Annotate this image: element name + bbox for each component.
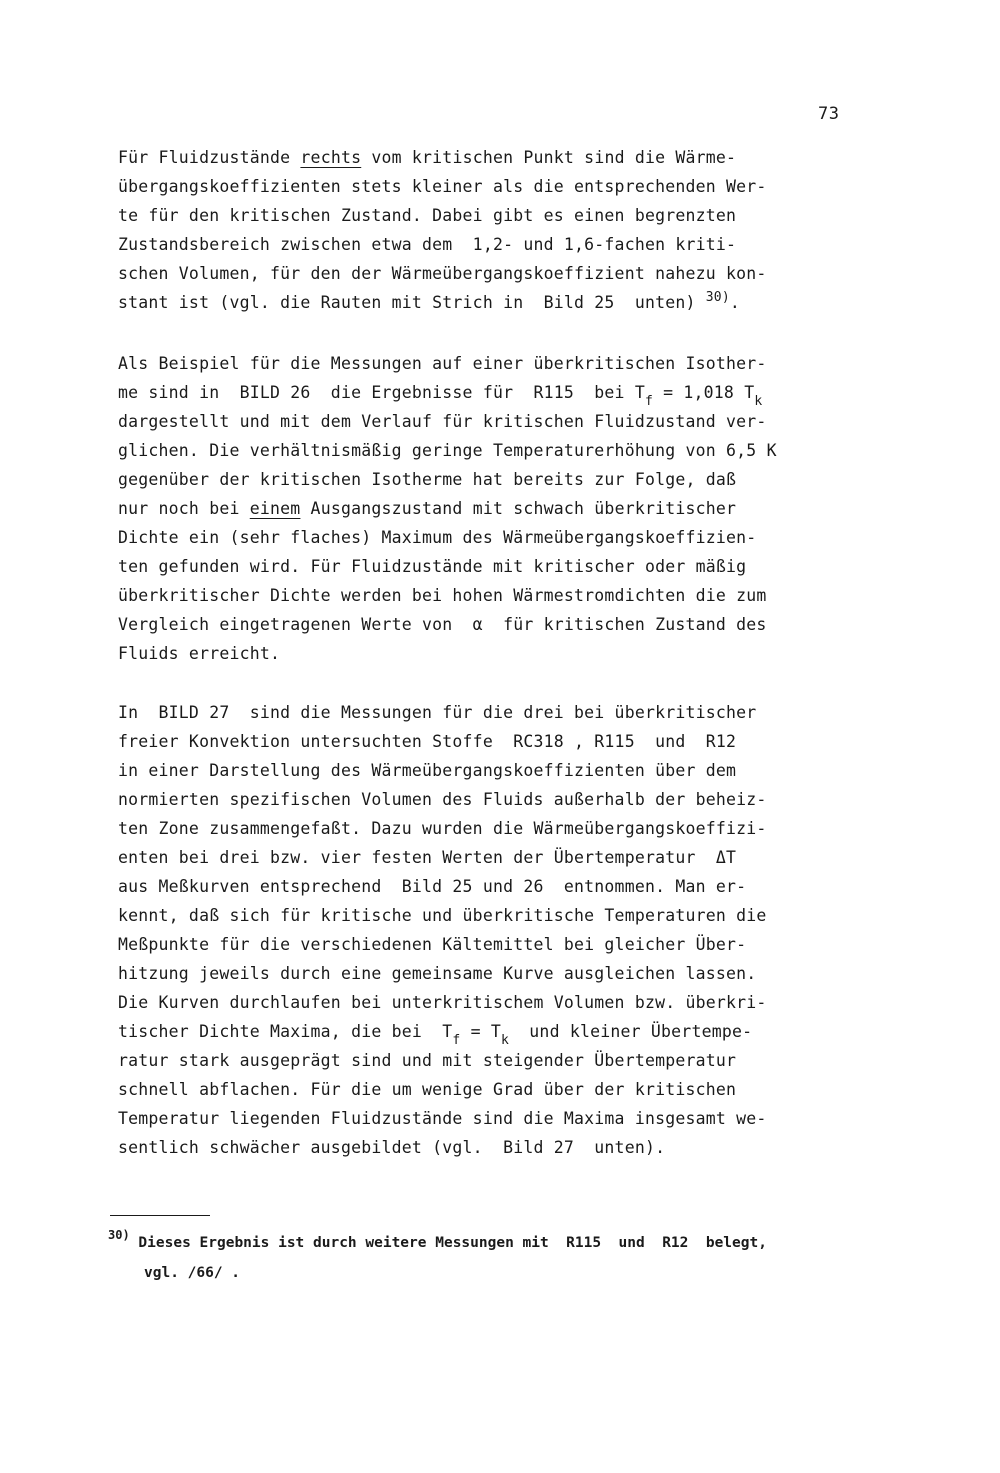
text-line bbox=[118, 988, 858, 1017]
subscript: k bbox=[754, 394, 763, 409]
text-line bbox=[118, 1133, 858, 1162]
footnote-mark: 30) bbox=[108, 1228, 130, 1242]
text-line bbox=[118, 1017, 858, 1046]
text-segment: hitzung jeweils durch eine gemeinsame Kurve ausgleichen lassen. bbox=[118, 964, 757, 983]
text-segment: vom kritischen Punkt sind die Wärme- bbox=[361, 148, 737, 167]
text-segment: überkritischer Dichte werden bei hohen Wärmestromdichten die zum bbox=[118, 586, 767, 605]
text-segment: Als Beispiel für die Messungen auf einer überkritischen Isother- bbox=[118, 354, 767, 373]
text-segment: ratur stark ausgeprägt sind und mit steigender Übertemperatur bbox=[118, 1051, 737, 1070]
footnote-rule bbox=[110, 1215, 210, 1216]
text-segment: Ausgangszustand mit schwach überkritischer bbox=[300, 499, 737, 518]
footnote-line-2 bbox=[108, 1258, 868, 1288]
footnote-reference: 30) bbox=[705, 290, 730, 305]
text-segment: Meßpunkte für die verschiedenen Kältemittel bei gleicher Über- bbox=[118, 935, 747, 954]
text-segment: enten bei drei bzw. vier festen Werten der Übertemperatur ΔT bbox=[118, 848, 737, 867]
underlined-word: rechts bbox=[300, 148, 362, 167]
text-line bbox=[118, 407, 858, 436]
text-segment: Dichte ein (sehr flaches) Maximum des Wärmeübergangskoeffizien- bbox=[118, 528, 757, 547]
text-line bbox=[118, 727, 858, 756]
subscript: k bbox=[501, 1033, 510, 1048]
text-line bbox=[118, 465, 858, 494]
subscript: f bbox=[644, 394, 653, 409]
text-segment: normierten spezifischen Volumen des Fluids außerhalb der beheiz- bbox=[118, 790, 767, 809]
paragraph-2 bbox=[118, 349, 858, 668]
text-segment: sentlich schwächer ausgebildet (vgl. Bild 27 unten). bbox=[118, 1138, 666, 1157]
text-line bbox=[118, 843, 858, 872]
text-line bbox=[118, 959, 858, 988]
text-line bbox=[118, 581, 858, 610]
text-segment: te für den kritischen Zustand. Dabei gibt es einen begrenzten bbox=[118, 206, 737, 225]
text-line bbox=[118, 872, 858, 901]
text-segment: Temperatur liegenden Fluidzustände sind die Maxima insgesamt we- bbox=[118, 1109, 767, 1128]
text-line bbox=[118, 610, 858, 639]
text-segment: tischer Dichte Maxima, die bei T bbox=[118, 1022, 453, 1041]
text-line bbox=[118, 143, 858, 172]
text-line bbox=[118, 698, 858, 727]
text-segment: stant ist (vgl. die Rauten mit Strich in Bild 25 unten) bbox=[118, 293, 706, 312]
text-segment: gegenüber der kritischen Isotherme hat bereits zur Folge, daß bbox=[118, 470, 737, 489]
page-number: 73 bbox=[818, 104, 840, 124]
text-segment: = 1,018 T bbox=[653, 383, 755, 402]
text-line bbox=[118, 172, 858, 201]
subscript: f bbox=[452, 1033, 461, 1048]
text-line bbox=[118, 901, 858, 930]
paragraph-1 bbox=[118, 143, 858, 317]
text-segment: schnell abflachen. Für die um wenige Grad über der kritischen bbox=[118, 1080, 737, 1099]
paragraph-3 bbox=[118, 698, 858, 1162]
footnote-text-1: Dieses Ergebnis ist durch weitere Messungen mit R115 und R12 belegt, bbox=[129, 1235, 767, 1251]
text-line bbox=[118, 259, 858, 288]
text-line bbox=[118, 494, 858, 523]
text-line bbox=[118, 230, 858, 259]
text-segment: übergangskoeffizienten stets kleiner als die entsprechenden Wer- bbox=[118, 177, 767, 196]
text-line bbox=[118, 436, 858, 465]
text-line bbox=[118, 639, 858, 668]
text-segment: ten Zone zusammengefaßt. Dazu wurden die Wärmeübergangskoeffizi- bbox=[118, 819, 767, 838]
text-segment: glichen. Die verhältnismäßig geringe Temperaturerhöhung von 6,5 K bbox=[118, 441, 777, 460]
text-segment: dargestellt und mit dem Verlauf für kritischen Fluidzustand ver- bbox=[118, 412, 767, 431]
text-line bbox=[118, 1104, 858, 1133]
text-segment: nur noch bei bbox=[118, 499, 250, 518]
text-segment: . bbox=[729, 293, 740, 312]
text-segment: In BILD 27 sind die Messungen für die drei bei überkritischer bbox=[118, 703, 757, 722]
text-segment: ten gefunden wird. Für Fluidzustände mit kritischer oder mäßig bbox=[118, 557, 747, 576]
text-line bbox=[118, 1075, 858, 1104]
text-line bbox=[118, 288, 858, 317]
text-segment: = T bbox=[460, 1022, 501, 1041]
text-segment: Fluids erreicht. bbox=[118, 644, 281, 663]
text-line bbox=[118, 552, 858, 581]
text-line bbox=[118, 523, 858, 552]
footnote bbox=[108, 1228, 868, 1288]
text-segment: Vergleich eingetragenen Werte von α für kritischen Zustand des bbox=[118, 615, 767, 634]
text-line bbox=[118, 201, 858, 230]
text-line bbox=[118, 378, 858, 407]
text-segment: schen Volumen, für den der Wärmeübergangskoeffizient nahezu kon- bbox=[118, 264, 767, 283]
footnote-text-2: vgl. /66/ . bbox=[144, 1265, 241, 1281]
text-segment: me sind in BILD 26 die Ergebnisse für R115 bei T bbox=[118, 383, 645, 402]
text-segment: aus Meßkurven entsprechend Bild 25 und 26 entnommen. Man er- bbox=[118, 877, 747, 896]
text-segment: und kleiner Übertempe- bbox=[509, 1022, 753, 1041]
text-segment: in einer Darstellung des Wärmeübergangskoeffizienten über dem bbox=[118, 761, 737, 780]
text-line bbox=[118, 785, 858, 814]
underlined-word: einem bbox=[249, 499, 301, 518]
text-line bbox=[118, 756, 858, 785]
text-segment: Zustandsbereich zwischen etwa dem 1,2- und 1,6-fachen kriti- bbox=[118, 235, 737, 254]
text-line bbox=[118, 349, 858, 378]
text-line bbox=[118, 1046, 858, 1075]
footnote-line-1 bbox=[108, 1228, 868, 1258]
text-segment: Die Kurven durchlaufen bei unterkritischem Volumen bzw. überkri- bbox=[118, 993, 767, 1012]
text-line bbox=[118, 814, 858, 843]
text-line bbox=[118, 930, 858, 959]
text-segment: Für Fluidzustände bbox=[118, 148, 301, 167]
text-segment: kennt, daß sich für kritische und überkritische Temperaturen die bbox=[118, 906, 767, 925]
text-segment: freier Konvektion untersuchten Stoffe RC318 , R115 und R12 bbox=[118, 732, 737, 751]
